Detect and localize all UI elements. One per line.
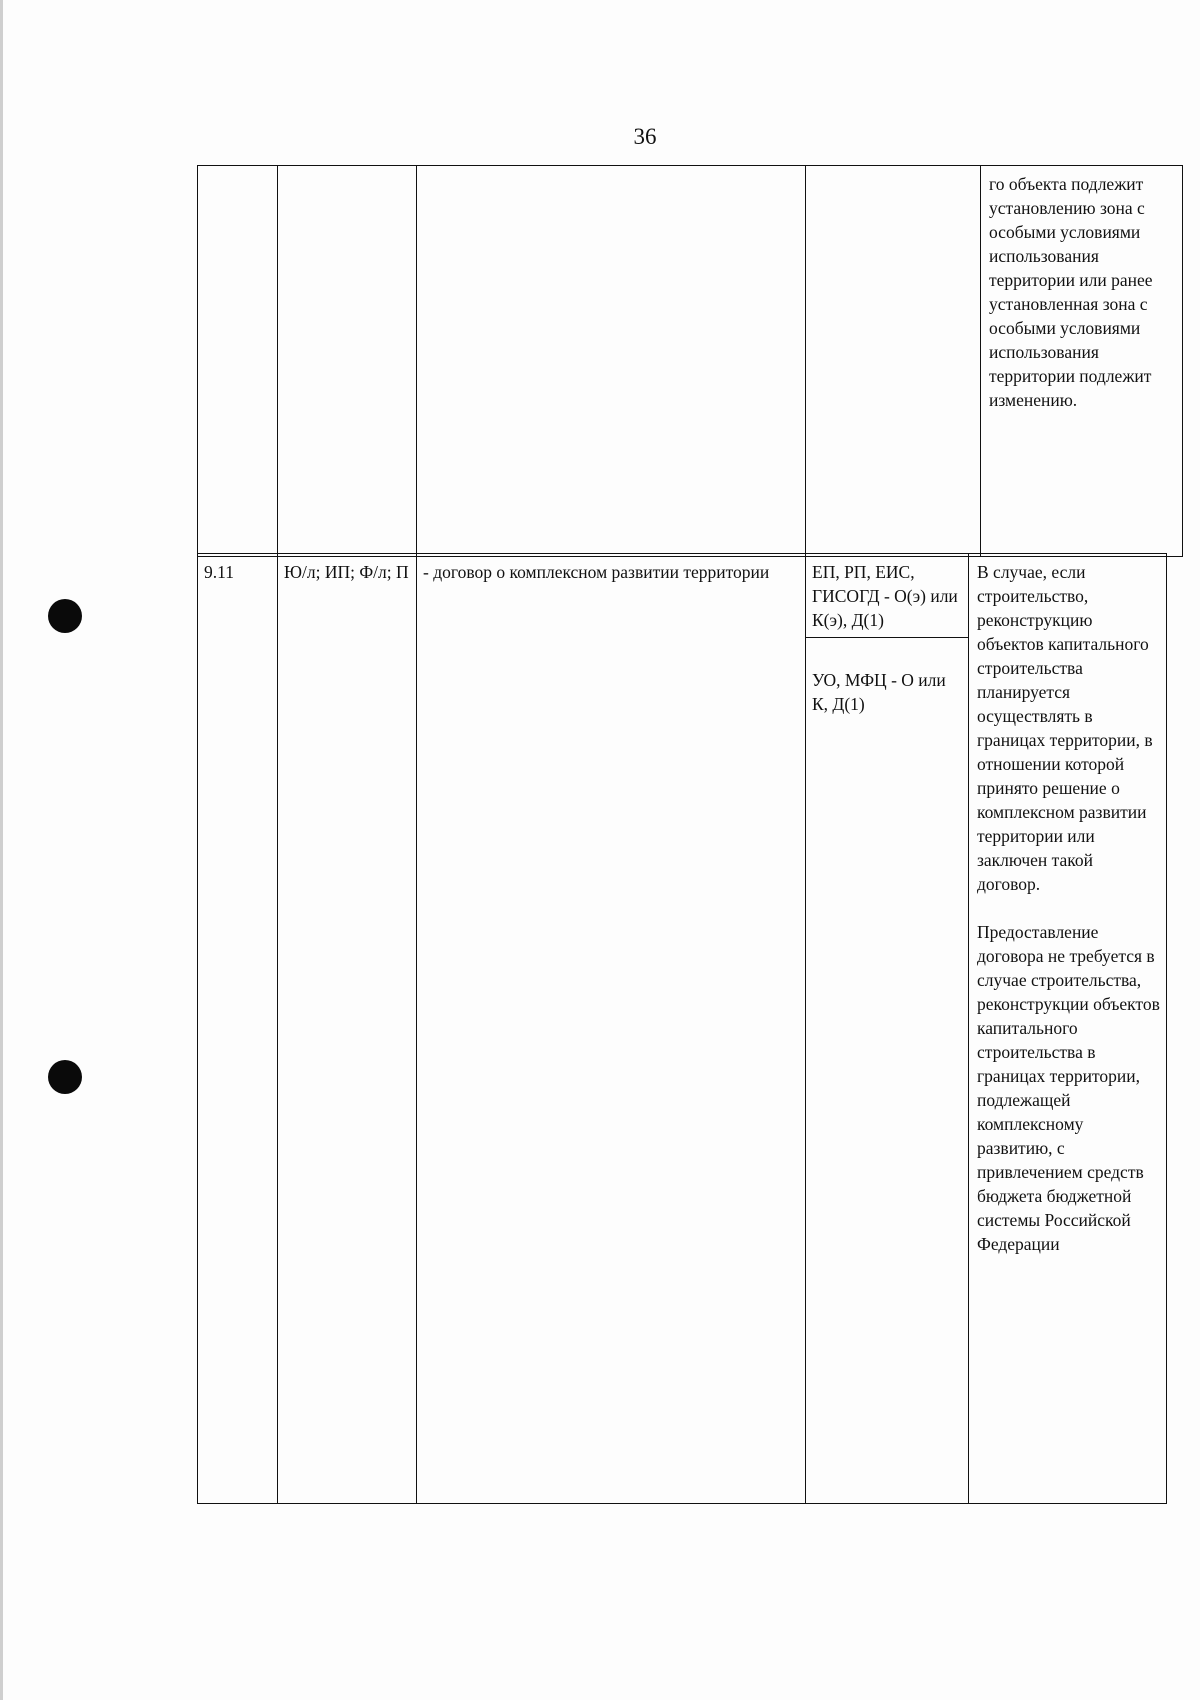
cell-submission xyxy=(806,166,981,557)
cell-notes xyxy=(969,554,1167,1504)
note-paragraph: Предоставление договора не требуется в случае строительства, реконструкции объектов капитального строительства в границах территории, подлежащей комплексному развитию, с привлечением средств бюджета бюджетной системы Российской Федерации xyxy=(977,922,1160,1254)
note-paragraph: В случае, если строительство, реконструкцию объектов капитального строительства планируется осуществлять в границах территории, в отношении которой принято решение о комплексном развитии территории или заключен такой договор. xyxy=(977,562,1153,894)
applicant-types: Ю/л; ИП; Ф/л; П xyxy=(284,562,409,582)
page-edge xyxy=(0,0,3,1700)
cell-number xyxy=(198,166,278,557)
punch-hole-icon xyxy=(48,1060,82,1094)
requirements-table-continuation xyxy=(197,165,1183,557)
note-paragraph: го объекта подлежит установлению зона с особыми условиями использования территории или ранее установленная зона с особыми условиями использования территории подлежит изменению. xyxy=(989,174,1153,410)
punch-hole-icon xyxy=(48,599,82,633)
page-number: 36 xyxy=(633,124,657,149)
document-name: - договор о комплексном развитии территории xyxy=(423,562,770,582)
requirements-table xyxy=(197,553,1167,1504)
table-row xyxy=(198,554,1167,1504)
row-number: 9.11 xyxy=(204,562,234,582)
submission-electronic: ЕП, РП, ЕИС, ГИСОГД - О(э) или К(э), Д(1) xyxy=(806,554,968,638)
cell-submission xyxy=(806,554,969,1504)
cell-document xyxy=(417,554,806,1504)
cell-document xyxy=(417,166,806,557)
submission-in-person: УО, МФЦ - О или К, Д(1) xyxy=(812,670,946,714)
cell-number xyxy=(198,554,278,1504)
cell-notes xyxy=(981,166,1183,557)
cell-applicants xyxy=(278,554,417,1504)
cell-applicants xyxy=(278,166,417,557)
table-row xyxy=(198,166,1183,557)
